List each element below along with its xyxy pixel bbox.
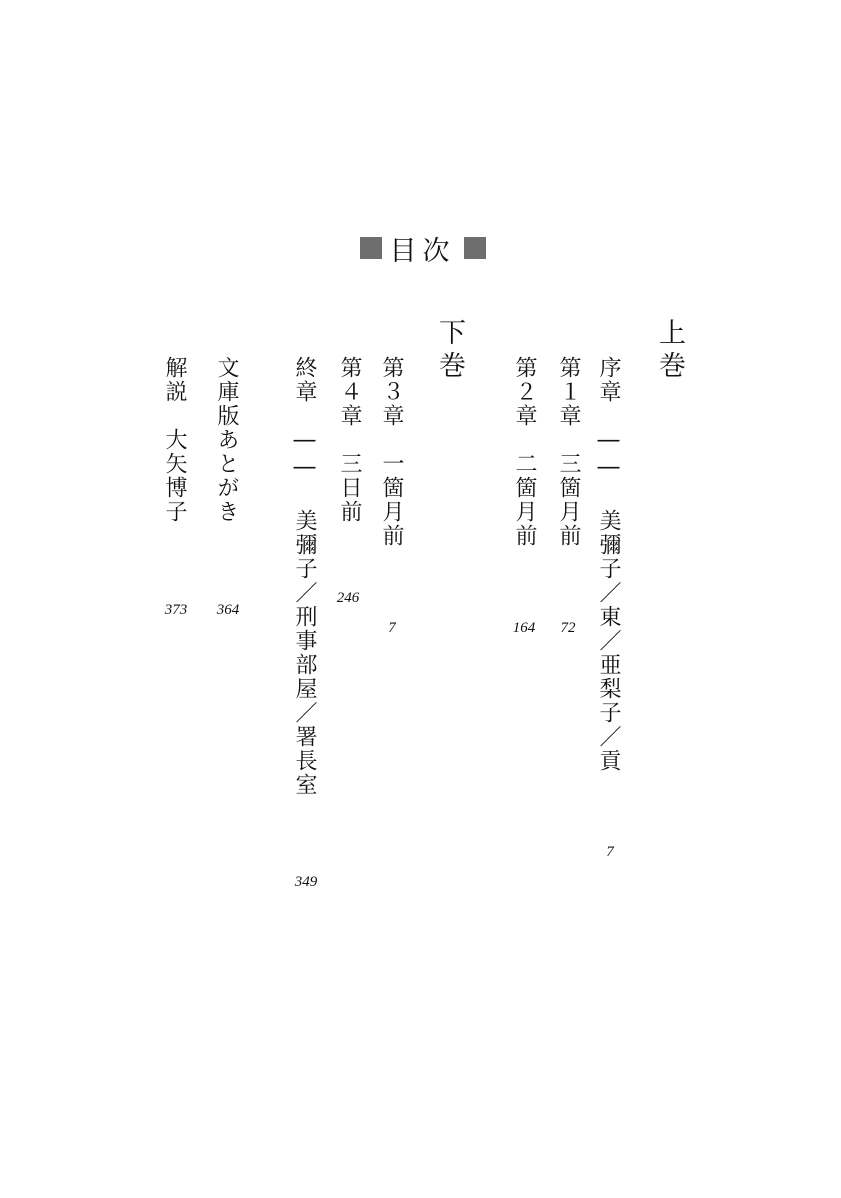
- volume-2-label: 下巻: [434, 318, 465, 384]
- toc-page-chapter-3: 7: [388, 620, 396, 636]
- toc-entry-afterword: 文庫版あとがき: [214, 356, 239, 524]
- toc-page-chapter-1: 72: [560, 620, 576, 636]
- page-title: [355, 230, 490, 266]
- toc-entry-epilogue: 終章 ―― 美彌子／刑事部屋／署長室: [292, 356, 317, 797]
- toc-entry-chapter-1: 第１章 三箇月前: [556, 356, 581, 548]
- volume-1-label: 上巻: [654, 318, 685, 384]
- toc-entry-chapter-2: 第２章 二箇月前: [512, 356, 537, 548]
- toc-entry-chapter-4: 第４章 三日前: [337, 356, 362, 524]
- toc-page-epilogue: 349: [294, 874, 318, 890]
- title-left-square-ornament: [360, 237, 382, 259]
- title-right-square-ornament: [464, 237, 486, 259]
- toc-page-chapter-4: 246: [336, 590, 360, 606]
- toc-page-chapter-2: 164: [512, 620, 536, 636]
- toc-page-afterword: 364: [216, 602, 240, 618]
- toc-entry-prologue: 序章 ―― 美彌子／東／亜梨子／貢: [596, 356, 621, 773]
- toc-entry-commentary: 解説 大矢博子: [162, 356, 187, 524]
- toc-page-commentary: 373: [164, 602, 188, 618]
- toc-entry-chapter-3: 第３章 一箇月前: [379, 356, 404, 548]
- page-title-text: 目次: [389, 235, 456, 267]
- toc-page-prologue: 7: [606, 844, 614, 860]
